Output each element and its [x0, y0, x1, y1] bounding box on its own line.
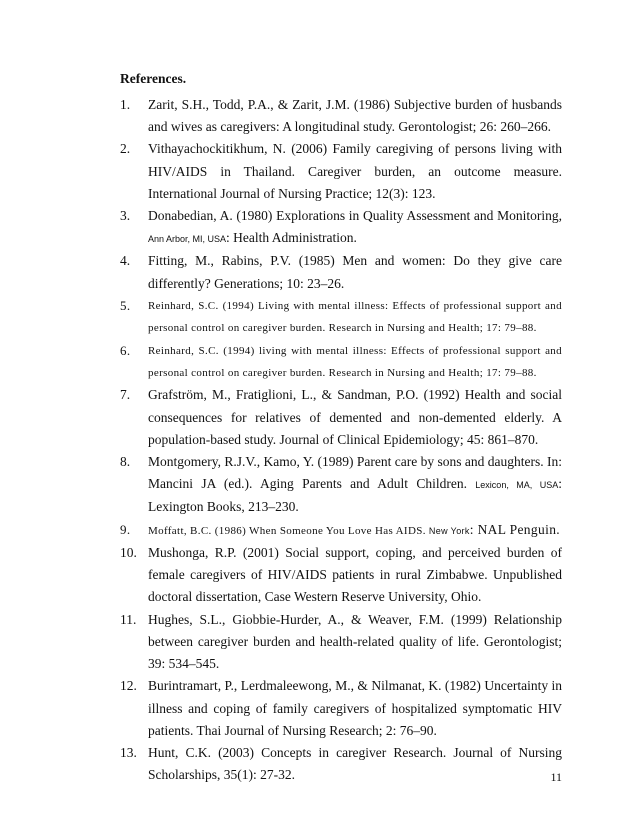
reference-item	[120, 295, 562, 340]
reference-text: Reinhard, S.C. (1994) living with mental illness: Effects of professional support and personal control on caregiver burden. Research in Nursing and Health; 17: 79–88.	[148, 344, 562, 380]
reference-item	[120, 519, 562, 542]
reference-item	[120, 384, 562, 451]
reference-text: Mushonga, R.P. (2001) Social support, coping, and perceived burden of female caregivers of HIV/AIDS patients in rural Zimbabwe. Unpublished doctoral dissertation, Case Western Reserve University, Ohio.	[148, 545, 562, 605]
reference-text: Hughes, S.L., Giobbie-Hurder, A., & Weaver, F.M. (1999) Relationship between caregiver burden and health-related quality of life. Gerontologist; 39: 534–545.	[148, 611, 562, 672]
reference-text: Grafström, M., Fratiglioni, L., & Sandman, P.O. (1992) Health and social consequences for relatives of demented and non-demented elderly. A population-based study. Journal of Clinical Epidemiology; 45: 861–870.	[148, 387, 562, 447]
reference-number: 1.	[120, 97, 131, 112]
reference-number: 5.	[120, 297, 131, 313]
reference-text: Hunt, C.K. (2003) Concepts in caregiver Research. Journal of Nursing Scholarships, 35(1): 27-32.	[148, 744, 562, 783]
reference-number: 11.	[120, 611, 137, 627]
reference-number: 7.	[120, 387, 131, 403]
reference-item	[120, 451, 562, 519]
reference-number: 4.	[120, 253, 131, 269]
reference-item	[120, 340, 562, 385]
reference-number: 6.	[120, 342, 131, 358]
reference-item	[120, 250, 562, 294]
reference-item	[120, 675, 562, 742]
reference-text: Fitting, M., Rabins, P.V. (1985) Men and women: Do they give care differently? Generations; 10: 23–26.	[148, 253, 562, 291]
reference-text: Reinhard, S.C. (1994) Living with mental illness: Effects of professional support and personal control on caregiver burden. Research in Nursing and Health; 17: 79–88.	[148, 299, 562, 335]
reference-item	[120, 205, 562, 250]
publisher-location: Lexicon, MA, USA	[475, 480, 559, 491]
reference-text: Burintramart, P., Lerdmaleewong, M., & Nilmanat, K. (1982) Uncertainty in illness and coping of family caregivers of hospitalized symptomatic HIV patients. Thai Journal of Nursing Research; 2: 76–90.	[148, 678, 562, 738]
reference-tail: : Health Administration.	[226, 230, 357, 246]
reference-tail: : NAL Penguin.	[469, 521, 561, 537]
reference-item	[120, 94, 562, 138]
reference-text: Montgomery, R.J.V., Kamo, Y. (1989) Parent care by sons and daughters. In: Mancini JA (ed.). Aging Parents and Adult Children.	[148, 454, 562, 492]
reference-number: 12.	[120, 678, 137, 694]
reference-tail: : Lexington Books, 213–230.	[148, 476, 563, 515]
reference-item	[120, 609, 562, 676]
reference-number: 13.	[120, 744, 137, 760]
reference-number: 9.	[120, 521, 131, 537]
references-heading: References.	[120, 71, 187, 86]
reference-list	[120, 94, 562, 786]
reference-text: Moffatt, B.C. (1986) When Someone You Love Has AIDS.	[148, 524, 426, 537]
page-number: 11	[550, 770, 562, 784]
reference-item	[120, 138, 562, 205]
reference-text: Vithayachockitikhum, N. (2006) Family caregiving of persons living with HIV/AIDS in Thailand. Caregiver burden, an outcome measure. International Journal of Nursing Practice; 12(3): 123.	[148, 141, 562, 201]
publisher-location: Ann Arbor, MI, USA	[148, 234, 227, 245]
reference-number: 2.	[120, 141, 131, 157]
reference-item	[120, 542, 562, 609]
reference-text: Zarit, S.H., Todd, P.A., & Zarit, J.M. (1986) Subjective burden of husbands and wives as caregivers: A longitudinal study. Gerontologist; 26: 260–266.	[148, 97, 562, 135]
reference-number: 10.	[120, 545, 137, 561]
reference-text: Donabedian, A. (1980) Explorations in Quality Assessment and Monitoring,	[148, 208, 562, 224]
reference-number: 8.	[120, 454, 131, 470]
publisher-location: New York	[428, 525, 470, 536]
reference-item	[120, 742, 562, 786]
reference-number: 3.	[120, 208, 131, 224]
